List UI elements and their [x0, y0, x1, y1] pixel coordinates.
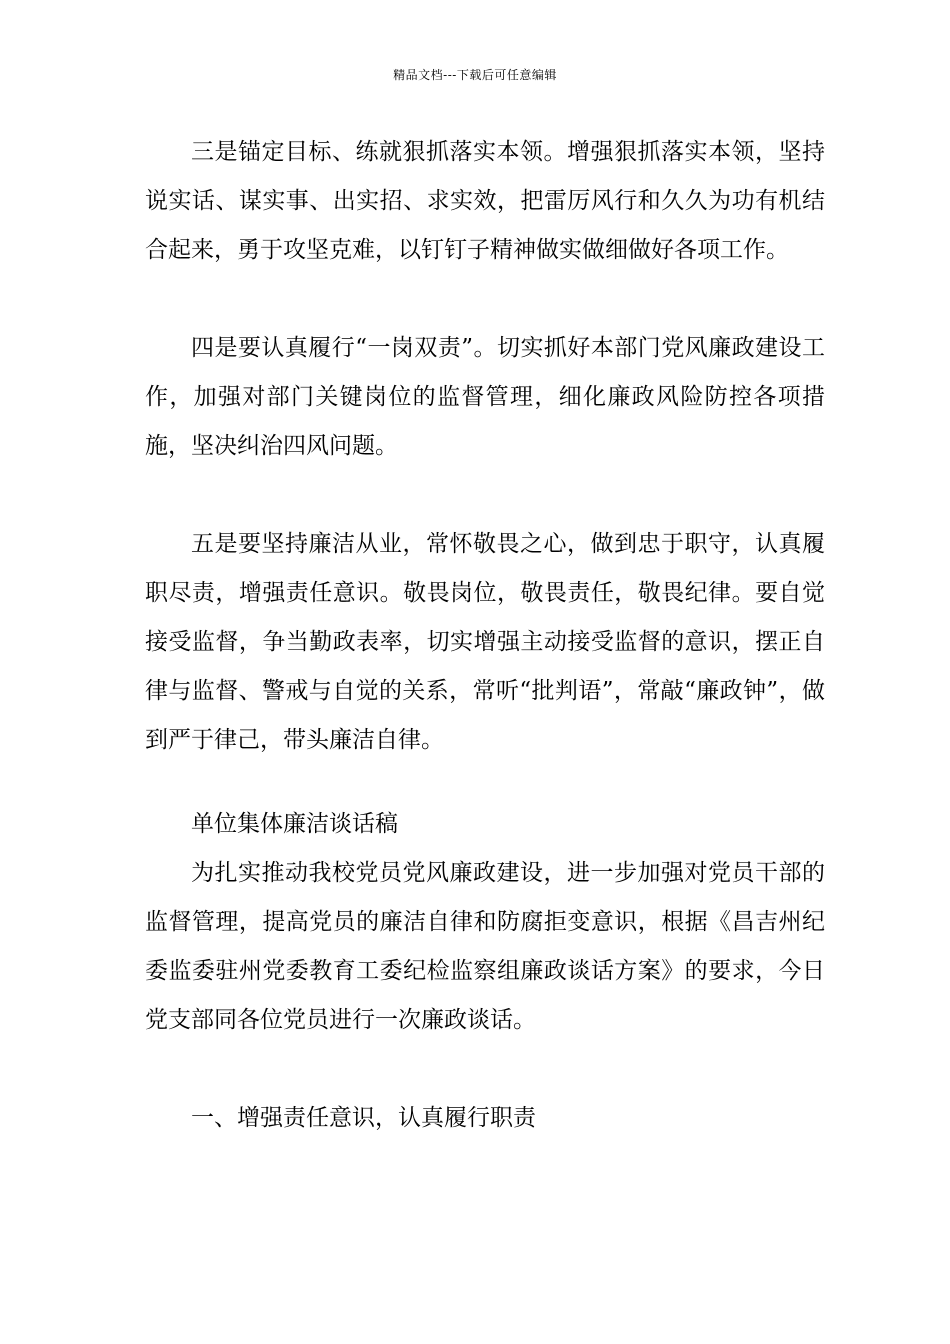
paragraph-point-four: 四是要认真履行“一岗双责”。切实抓好本部门党风廉政建设工作，加强对部门关键岗位的监督管理，细化廉政风险防控各项措施，坚决纠治四风问题。 [145, 335, 825, 459]
section-heading-one: 一、增强责任意识，认真履行职责 [191, 1105, 536, 1131]
running-header: 精品文档---下载后可任意编辑 [393, 68, 557, 82]
document-body [145, 128, 825, 1143]
paragraph-point-five: 五是要坚持廉洁从业，常怀敬畏之心，做到忠于职守，认真履职尽责，增强责任意识。敬畏岗位，敬畏责任，敬畏纪律。要自觉接受监督，争当勤政表率，切实增强主动接受监督的意识，摆正自律与监督、警戒与自觉的关系，常听“批判语”，常敲“廉政钟”，做到严于律己，带头廉洁自律。 [145, 531, 825, 753]
paragraph-intro: 为扎实推动我校党员党风廉政建设，进一步加强对党员干部的监督管理，提高党员的廉洁自律和防腐拒变意识，根据《昌吉州纪委监委驻州党委教育工委纪检监察组廉政谈话方案》的要求，今日党支部同各位党员进行一次廉政谈话。 [145, 860, 825, 1033]
section-title: 单位集体廉洁谈话稿 [191, 811, 398, 837]
paragraph-point-three: 三是锚定目标、练就狠抓落实本领。增强狠抓落实本领，坚持说实话、谋实事、出实招、求实效，把雷厉风行和久久为功有机结合起来，勇于攻坚克难，以钉钉子精神做实做细做好各项工作。 [145, 139, 825, 263]
